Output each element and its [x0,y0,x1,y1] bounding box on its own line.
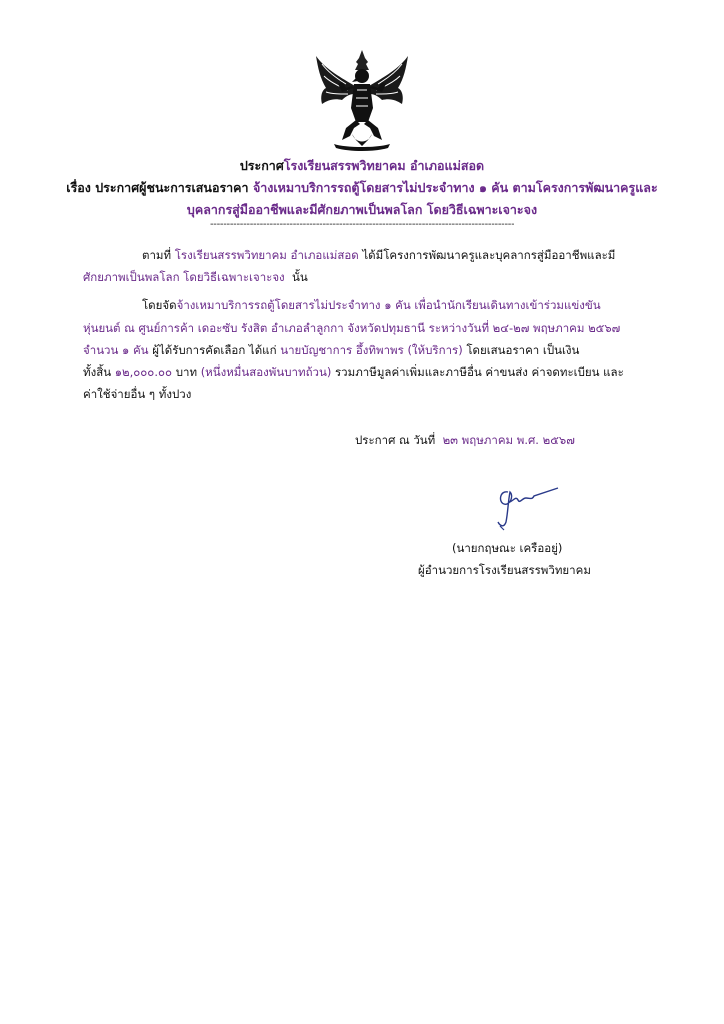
announcement-date [355,430,575,450]
subject-prefix: เรื่อง ประกาศผู้ชนะการเสนอราคา [66,180,249,195]
para2-line3-d: โดยเสนอราคา เป็นเงิน [466,343,580,357]
paragraph-2-line-1 [142,295,601,315]
para2-line3-c: นายบัญชาการ อึ้งทิพาพร (ให้บริการ) [280,343,463,357]
paragraph-2-line-3 [83,340,579,360]
price-unit: บาท [175,365,198,379]
para2-prefix: โดยจัด [142,298,177,312]
signatory-name: (นายกฤษณะ เครืออยู่) [452,541,563,555]
para2-line4-rest: รวมภาษีมูลค่าเพิ่มและภาษีอื่น ค่าขนส่ง ค่าจดทะเบียน และ [335,365,624,379]
para1-rest: ได้มีโครงการพัฒนาครูและบุคลากรสู่มืออาชีพและมี [362,248,616,262]
price-amount: ๑๒,๐๐๐.๐๐ [114,365,173,379]
paragraph-2-line-4 [83,362,624,382]
para2-line3-b: ผู้ได้รับการคัดเลือก ได้แก่ [152,343,277,357]
date-prefix: ประกาศ ณ วันที่ [355,433,436,447]
para2-line2: หุ่นยนต์ ณ ศูนย์การค้า เดอะซับ รังสิต อำเภอลำลูกกา จังหวัดปทุมธานี ระหว่างวันที่ ๒๔-๒๗ พฤษภาคม ๒๕๖๗ [83,321,621,335]
announcement-subject [40,177,684,199]
price-in-words: (หนึ่งหมื่นสองพันบาทถ้วน) [200,365,332,379]
announce-prefix: ประกาศ [239,158,284,173]
para2-line5: ค่าใช้จ่ายอื่น ๆ ทั้งปวง [83,387,192,401]
para1-line2: ศักยภาพเป็นพลโลก โดยวิธีเฉพาะเจาะจง [83,270,285,284]
para1-prefix: ตามที่ [142,248,172,262]
date-value: ๒๓ พฤษภาคม พ.ศ. ๒๕๖๗ [442,433,575,447]
garuda-emblem-icon [312,48,412,152]
paragraph-1-line-1 [142,245,615,265]
announcement-title [40,155,684,177]
signatory-position: ผู้อำนวยการโรงเรียนสรรพวิทยาคม [418,563,591,577]
paragraph-1-line-2 [83,267,308,287]
para2-line1: จ้างเหมาบริการรถตู้โดยสารไม่ประจำทาง ๑ คัน เพื่อนำนักเรียนเดินทางเข้าร่วมแข่งขัน [176,298,601,312]
handwritten-signature-icon [470,482,562,532]
subject-highlight-1: จ้างเหมาบริการรถตู้โดยสารไม่ประจำทาง ๑ คัน ตามโครงการพัฒนาครูและ [252,180,658,195]
subject-highlight-2: บุคลากรสู่มืออาชีพและมีศักยภาพเป็นพลโลก โดยวิธีเฉพาะเจาะจง [186,202,538,217]
para2-line4-a: ทั้งสิ้น [83,365,112,379]
school-name: โรงเรียนสรรพวิทยาคม อำเภอแม่สอด [283,158,485,173]
para1-end: นั้น [292,270,308,284]
para2-line3-a: จำนวน ๑ คัน [83,343,149,357]
para1-school: โรงเรียนสรรพวิทยาคม อำเภอแม่สอด [174,248,359,262]
separator-line: -------------------------------------------------------------------------------------------- [210,219,514,230]
